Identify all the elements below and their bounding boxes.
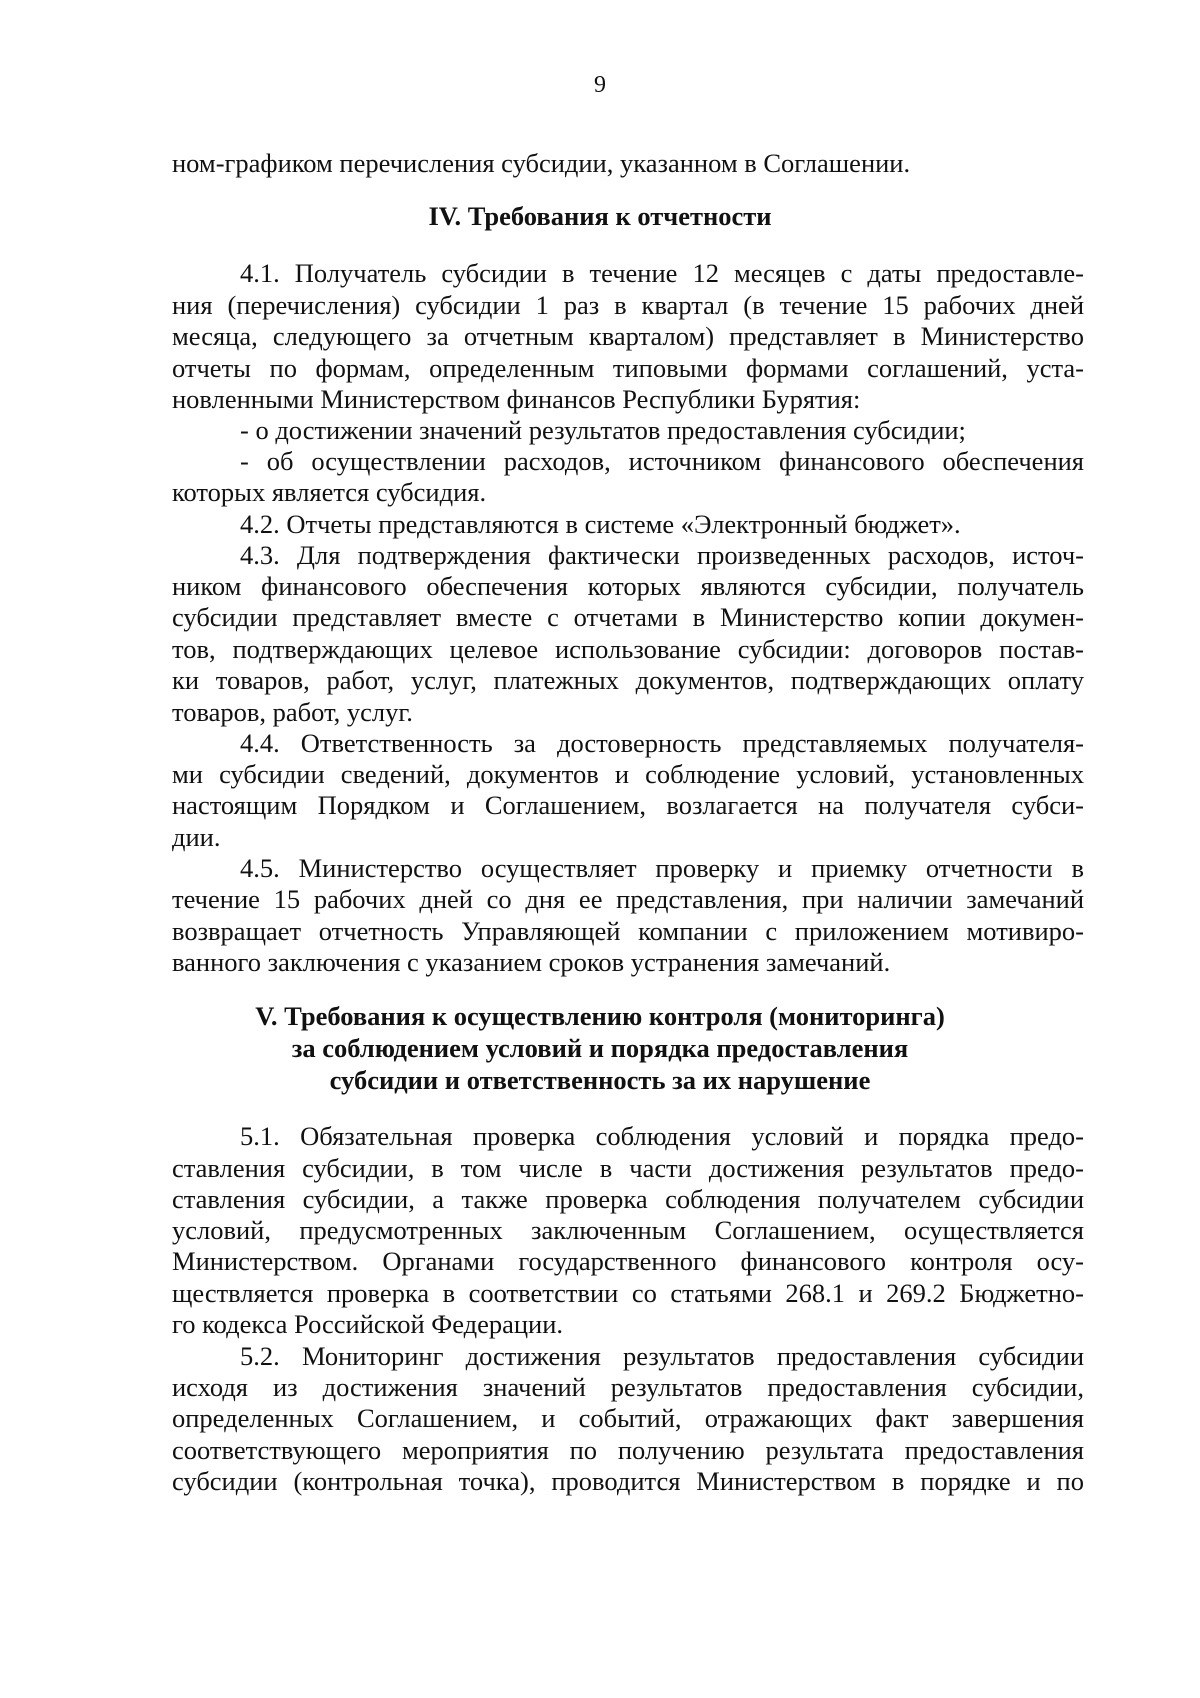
body-line: тов, подтверждающих целевое использование субсидии: договоров постав- <box>172 634 1084 664</box>
body-line: ния (перечисления) субсидии 1 раз в квартал (в течение 15 рабочих дней <box>172 290 1084 320</box>
paragraph-first-line: 4.1. Получатель субсидии в течение 12 месяцев с даты предоставле- <box>240 258 1084 288</box>
body-line: ставления субсидии, в том числе в части достижения результатов предо- <box>172 1153 1084 1183</box>
section-heading: V. Требования к осуществлению контроля (мониторинга) <box>255 1001 945 1031</box>
paragraph-first-line: 5.1. Обязательная проверка соблюдения условий и порядка предо- <box>240 1121 1084 1151</box>
body-line: субсидии представляет вместе с отчетами в Министерство копии докумен- <box>172 602 1084 632</box>
paragraph-first-line: 4.5. Министерство осуществляет проверку и приемку отчетности в <box>240 853 1084 883</box>
body-line: ки товаров, работ, услуг, платежных документов, подтверждающих оплату <box>172 665 1084 695</box>
body-line: настоящим Порядком и Соглашением, возлагается на получателя субси- <box>172 790 1084 820</box>
body-line: новленными Министерством финансов Республики Бурятия: <box>172 384 861 414</box>
body-line: ником финансового обеспечения которых являются субсидии, получатель <box>172 571 1084 601</box>
body-line: субсидии (контрольная точка), проводится Министерством в порядке и по <box>172 1466 1084 1496</box>
section-heading: IV. Требования к отчетности <box>428 201 772 231</box>
body-line: определенных Соглашением, и событий, отражающих факт завершения <box>172 1403 1084 1433</box>
section-heading: субсидии и ответственность за их нарушение <box>329 1065 871 1095</box>
paragraph-first-line: 4.3. Для подтверждения фактически произведенных расходов, источ- <box>240 540 1084 570</box>
body-line: соответствующего мероприятия по получению результата предоставления <box>172 1435 1084 1465</box>
body-line: ществляется проверка в соответствии со статьями 268.1 и 269.2 Бюджетно- <box>172 1278 1084 1308</box>
paragraph-first-line: 4.2. Отчеты представляются в системе «Электронный бюджет». <box>240 509 961 539</box>
body-line: ставления субсидии, а также проверка соблюдения получателем субсидии <box>172 1184 1084 1214</box>
body-line: Министерством. Органами государственного финансового контроля осу- <box>172 1246 1084 1276</box>
body-line: ми субсидии сведений, документов и соблюдение условий, установленных <box>172 759 1084 789</box>
body-line: дии. <box>172 822 221 852</box>
body-line: возвращает отчетность Управляющей компании с приложением мотивиро- <box>172 916 1084 946</box>
body-line: условий, предусмотренных заключенным Соглашением, осуществляется <box>172 1215 1084 1245</box>
paragraph-first-line: 5.2. Мониторинг достижения результатов предоставления субсидии <box>240 1341 1084 1371</box>
body-line: отчеты по формам, определенным типовыми формами соглашений, уста- <box>172 353 1084 383</box>
section-heading: за соблюдением условий и порядка предоставления <box>291 1033 909 1063</box>
body-line: исходя из достижения значений результатов предоставления субсидии, <box>172 1372 1084 1402</box>
body-line: го кодекса Российской Федерации. <box>172 1309 564 1339</box>
list-item: - о достижении значений результатов предоставления субсидии; <box>240 415 966 445</box>
paragraph-first-line: 4.4. Ответственность за достоверность представляемых получателя- <box>240 728 1084 758</box>
page-number: 9 <box>594 72 606 98</box>
body-line: месяца, следующего за отчетным кварталом) представляет в Министерство <box>172 321 1084 351</box>
body-line: которых является субсидия. <box>172 477 487 507</box>
body-line: товаров, работ, услуг. <box>172 697 413 727</box>
body-line: ном-графиком перечисления субсидии, указанном в Соглашении. <box>172 148 911 178</box>
list-item: - об осуществлении расходов, источником финансового обеспечения <box>240 446 1084 476</box>
body-line: ванного заключения с указанием сроков устранения замечаний. <box>172 947 891 977</box>
body-line: течение 15 рабочих дней со дня ее представления, при наличии замечаний <box>172 884 1084 914</box>
